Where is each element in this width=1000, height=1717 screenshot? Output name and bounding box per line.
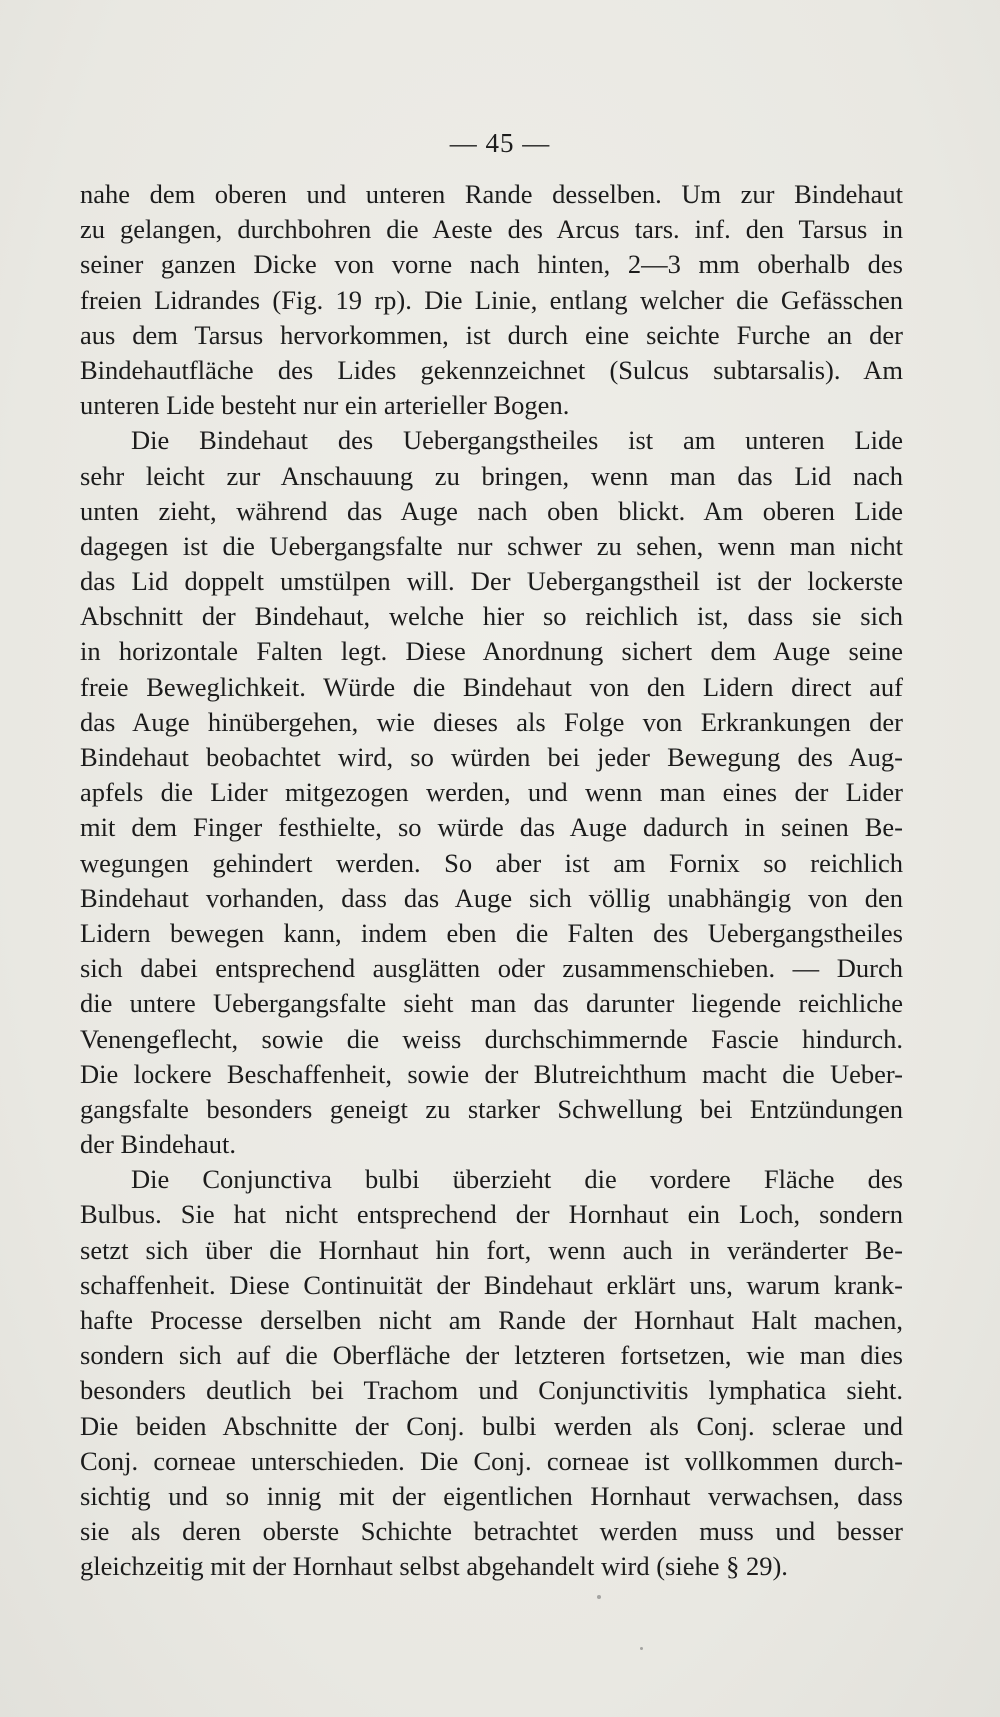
text-line: Bulbus. Sie hat nicht entsprechend der Hornhaut ein Loch, sondern bbox=[80, 1199, 903, 1230]
text-line: Die Conjunctiva bulbi überzieht die vordere Fläche des bbox=[131, 1164, 903, 1195]
text-line: sondern sich auf die Oberfläche der letzteren fortsetzen, wie man dies bbox=[80, 1340, 903, 1371]
paper-speck bbox=[597, 1595, 601, 1599]
text-line: Lidern bewegen kann, indem eben die Falten des Uebergangstheiles bbox=[80, 917, 903, 948]
text-line: schaffenheit. Diese Continuität der Bindehaut erklärt uns, warum krank- bbox=[80, 1269, 903, 1300]
text-line: unteren Lide besteht nur ein arterieller Bogen. bbox=[80, 390, 570, 421]
text-line: nahe dem oberen und unteren Rande desselben. Um zur Bindehaut bbox=[80, 179, 903, 209]
text-line: Bindehautfläche des Lides gekennzeichnet (Sulcus subtarsalis). Am bbox=[80, 354, 903, 385]
text-line: Venengeflecht, sowie die weiss durchschimmernde Fascie hindurch. bbox=[80, 1023, 903, 1054]
text-line: sichtig und so innig mit der eigentlichen Hornhaut verwachsen, dass bbox=[80, 1480, 903, 1511]
text-line: besonders deutlich bei Trachom und Conjunctivitis lymphatica sieht. bbox=[80, 1375, 903, 1406]
text-line: gangsfalte besonders geneigt zu starker Schwellung bei Entzündungen bbox=[80, 1093, 903, 1124]
page-number: — 45 — bbox=[449, 128, 551, 158]
text-line: in horizontale Falten legt. Diese Anordnung sichert dem Auge seine bbox=[80, 636, 903, 667]
text-line: zu gelangen, durchbohren die Aeste des Arcus tars. inf. den Tarsus in bbox=[80, 214, 903, 245]
text-line: Conj. corneae unterschieden. Die Conj. corneae ist vollkommen durch- bbox=[80, 1445, 903, 1476]
text-line: wegungen gehindert werden. So aber ist am Fornix so reichlich bbox=[80, 847, 903, 878]
text-line: setzt sich über die Hornhaut hin fort, wenn auch in veränderter Be- bbox=[80, 1234, 903, 1265]
text-line: freien Lidrandes (Fig. 19 rp). Die Linie, entlang welcher die Gefässchen bbox=[80, 284, 903, 315]
text-line: sehr leicht zur Anschauung zu bringen, wenn man das Lid nach bbox=[80, 460, 903, 491]
text-line: freie Beweglichkeit. Würde die Bindehaut von den Lidern direct auf bbox=[80, 671, 903, 702]
text-line: aus dem Tarsus hervorkommen, ist durch eine seichte Furche an der bbox=[80, 319, 903, 350]
text-line: mit dem Finger festhielte, so würde das Auge dadurch in seinen Be- bbox=[80, 812, 903, 843]
paragraph bbox=[80, 423, 903, 1162]
text-line: das Lid doppelt umstülpen will. Der Uebergangstheil ist der lockerste bbox=[80, 566, 903, 597]
paper-speck bbox=[640, 1647, 643, 1650]
paragraph bbox=[80, 1162, 903, 1584]
text-line: gleichzeitig mit der Hornhaut selbst abgehandelt wird (siehe § 29). bbox=[80, 1551, 788, 1582]
text-line: dagegen ist die Uebergangsfalte nur schwer zu sehen, wenn man nicht bbox=[80, 530, 903, 561]
text-line: Die Bindehaut des Uebergangstheiles ist am unteren Lide bbox=[131, 425, 903, 456]
paragraph bbox=[80, 177, 903, 423]
text-line: hafte Processe derselben nicht am Rande der Hornhaut Halt machen, bbox=[80, 1305, 903, 1335]
text-line: sich dabei entsprechend ausglätten oder zusammenschieben. — Durch bbox=[80, 953, 903, 984]
text-line: Die beiden Abschnitte der Conj. bulbi werden als Conj. sclerae und bbox=[80, 1410, 903, 1441]
text-line: das Auge hinübergehen, wie dieses als Folge von Erkrankungen der bbox=[80, 706, 903, 737]
text-line: Bindehaut vorhanden, dass das Auge sich völlig unabhängig von den bbox=[80, 882, 903, 913]
text-line: Die lockere Beschaffenheit, sowie der Blutreichthum macht die Ueber- bbox=[80, 1058, 903, 1089]
text-line: Abschnitt der Bindehaut, welche hier so reichlich ist, dass sie sich bbox=[80, 601, 903, 632]
text-line: unten zieht, während das Auge nach oben blickt. Am oberen Lide bbox=[80, 495, 903, 526]
text-line: sie als deren oberste Schichte betrachtet werden muss und besser bbox=[80, 1516, 903, 1547]
text-line: seiner ganzen Dicke von vorne nach hinten, 2—3 mm oberhalb des bbox=[80, 249, 903, 280]
text-line: Bindehaut beobachtet wird, so würden bei jeder Bewegung des Aug- bbox=[80, 742, 903, 772]
body-text bbox=[80, 177, 903, 1585]
text-line: apfels die Lider mitgezogen werden, und wenn man eines der Lider bbox=[80, 777, 903, 808]
text-line: die untere Uebergangsfalte sieht man das darunter liegende reichliche bbox=[80, 988, 903, 1019]
text-line: der Bindehaut. bbox=[80, 1129, 237, 1160]
